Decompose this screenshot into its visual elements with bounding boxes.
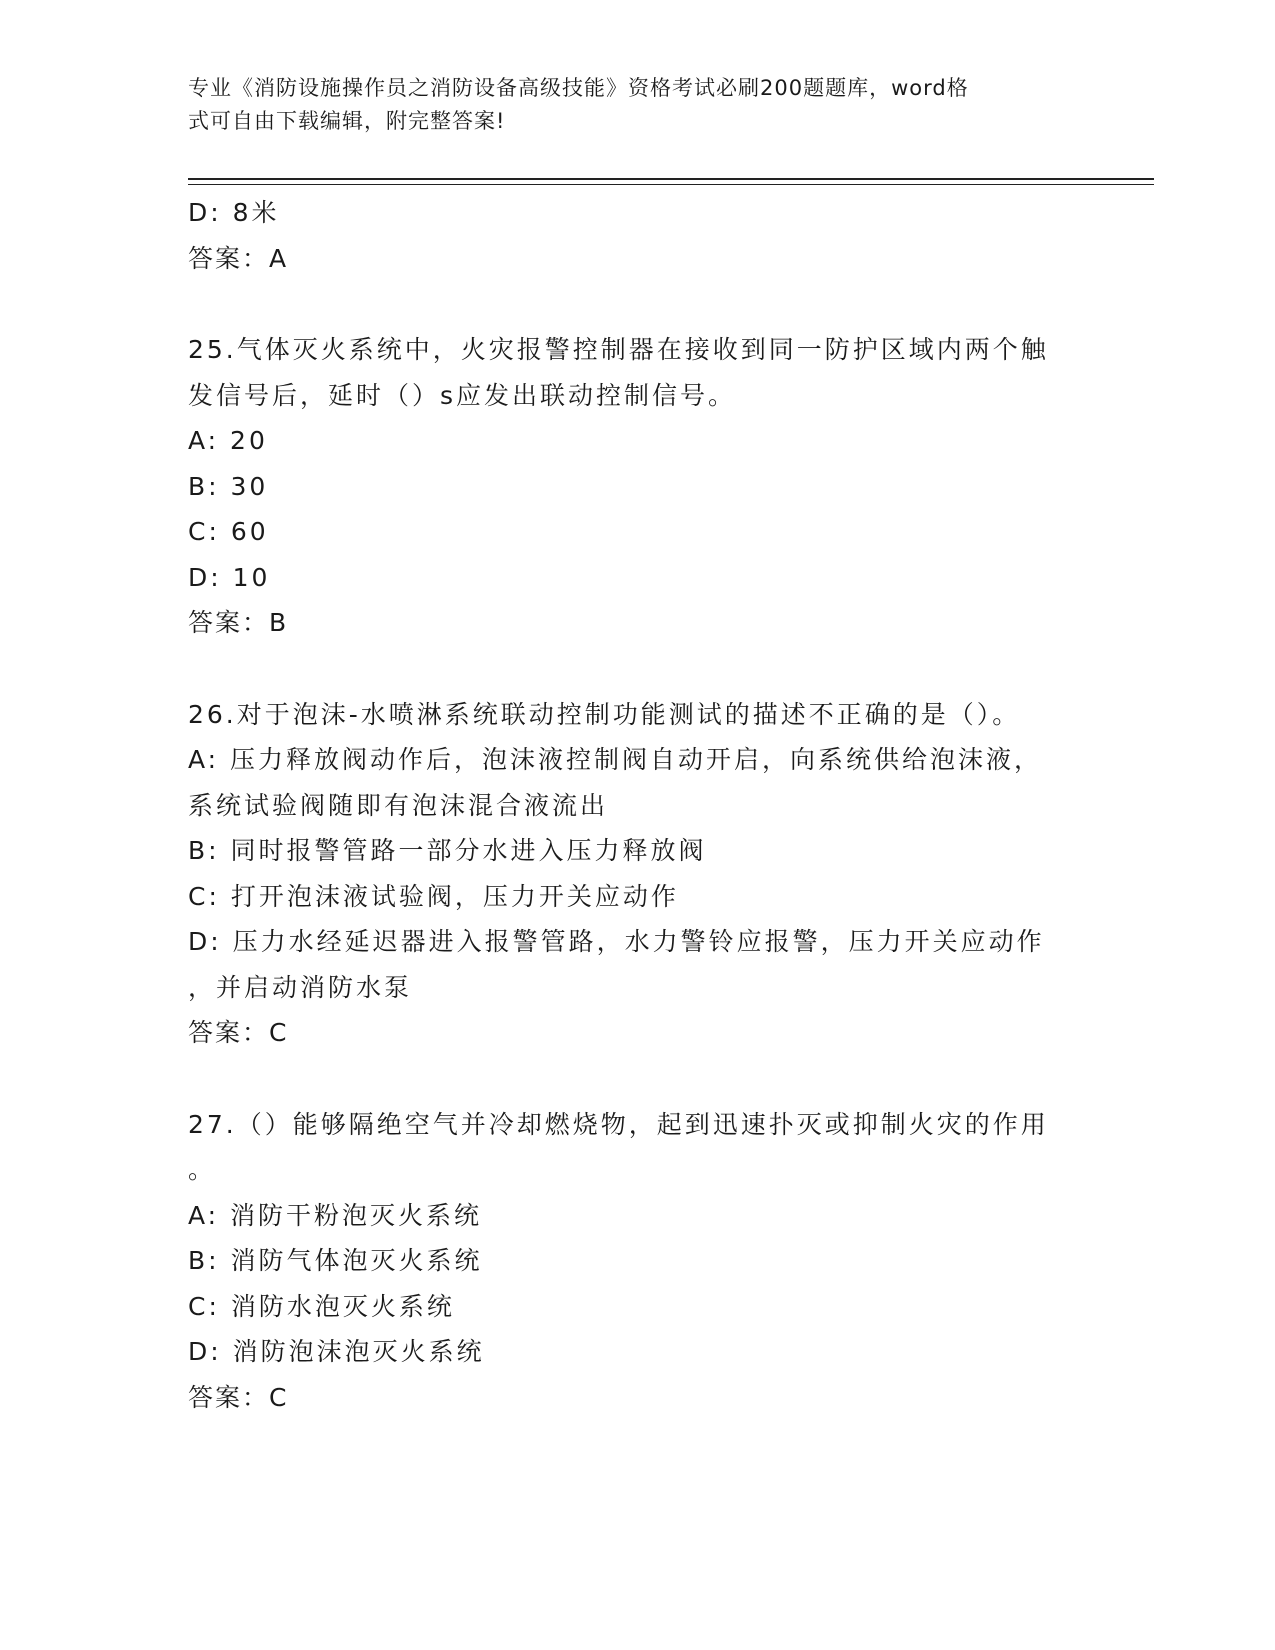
answer-line: 答案：B [188,608,289,637]
option-a-continued: 系统试验阀随即有泡沫混合液流出 [188,790,609,820]
question-stem: 。 [188,1155,217,1184]
header-rule-thin [188,184,1154,185]
option-b: B: 消防气体泡灭火系统 [188,1246,483,1275]
spacer [188,1056,1088,1102]
option-d: D: 消防泡沫泡灭火系统 [188,1337,485,1366]
question-stem: 27.（）能够隔绝空气并冷却燃烧物，起到迅速扑灭或抑制火灾的作用 [188,1109,1049,1139]
question-stem: 26.对于泡沫-水喷淋系统联动控制功能测试的描述不正确的是（）。 [188,699,1021,729]
option-d: D: 10 [188,562,271,592]
spacer [188,646,1088,692]
spacer [188,281,1088,327]
question-25 [188,327,1088,646]
answer-line: 答案：C [188,1382,289,1412]
question-27 [188,1102,1088,1421]
option-c: C: 60 [188,517,269,546]
question-content [188,190,1088,1420]
header-line-1: 专业《消防设施操作员之消防设备高级技能》资格考试必刷200题题库，word格 [188,76,969,100]
question-26 [188,692,1088,1056]
option-a: A: 消防干粉泡灭火系统 [188,1200,483,1230]
option-b: B: 30 [188,471,269,501]
option-b: B: 同时报警管路一部分水进入压力释放阀 [188,836,707,865]
question-stem: 发信号后，延时（）s应发出联动控制信号。 [188,380,737,410]
option-c: C: 打开泡沫液试验阀，压力开关应动作 [188,881,679,911]
header-rule-thick [188,178,1154,180]
option-d-continued: ，并启动消防水泵 [188,972,413,1002]
page-header [188,72,1068,138]
header-line-2: 式可自由下载编辑，附完整答案! [188,109,506,133]
question-stem: 25.气体灭火系统中，火灾报警控制器在接收到同一防护区域内两个触 [188,335,1049,364]
answer-line: 答案：C [188,1018,289,1047]
option-d: D: 8米 [188,198,280,227]
option-a: A: 压力释放阀动作后，泡沫液控制阀自动开启，向系统供给泡沫液， [188,745,1043,774]
option-a: A: 20 [188,426,268,455]
answer-line: 答案：A [188,243,289,273]
option-c: C: 消防水泡灭火系统 [188,1291,455,1321]
option-d: D: 压力水经延迟器进入报警管路，水力警铃应报警，压力开关应动作 [188,927,1045,956]
